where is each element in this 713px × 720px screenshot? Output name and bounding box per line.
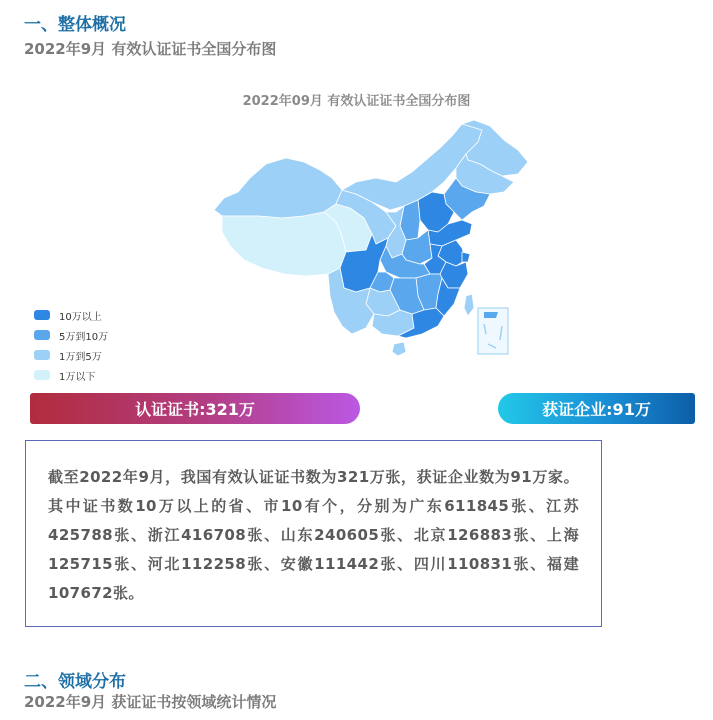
legend-label: 10万以上 <box>59 311 102 323</box>
map-title: 2022年09月 有效认证证书全国分布图 <box>242 94 471 109</box>
legend-swatch <box>34 310 50 320</box>
summary-box <box>25 440 602 627</box>
south-china-sea-inset <box>478 308 508 354</box>
legend-item <box>34 365 108 385</box>
map-legend <box>34 305 108 385</box>
legend-item <box>34 325 108 345</box>
legend-label: 5万到10万 <box>59 331 109 343</box>
section-2-title: 二、领域分布 <box>24 672 126 692</box>
section-1-subtitle: 2022年9月 有效认证证书全国分布图 <box>24 40 277 58</box>
section-1-title: 一、整体概况 <box>24 15 126 35</box>
region-taiwan <box>464 294 474 316</box>
legend-swatch <box>34 330 50 340</box>
legend-item <box>34 305 108 325</box>
section-2-subtitle: 2022年9月 获证证书按领域统计情况 <box>24 693 277 711</box>
certificates-banner: 认证证书:321万 <box>30 393 360 424</box>
legend-label: 1万到5万 <box>59 351 102 363</box>
summary-paragraph: 截至2022年9月，我国有效认证证书数为321万张，获证企业数为91万家。其中证书数10万以上的省、市10有个，分别为广东611845张、江苏425788张、浙江416708张、山东240605张、北京126883张、上海125715张、河北112258张、安徽111442张、四川110831张、福建107672张。 <box>48 468 579 602</box>
legend-label: 1万以下 <box>59 371 96 383</box>
china-distribution-map <box>200 112 540 362</box>
region-xinjiang <box>214 158 342 218</box>
region-hainan <box>392 342 406 356</box>
legend-item <box>34 345 108 365</box>
region-tibet <box>222 212 346 276</box>
legend-swatch <box>34 370 50 380</box>
region-shanghai <box>462 252 470 262</box>
enterprises-banner: 获证企业:91万 <box>498 393 695 424</box>
legend-swatch <box>34 350 50 360</box>
